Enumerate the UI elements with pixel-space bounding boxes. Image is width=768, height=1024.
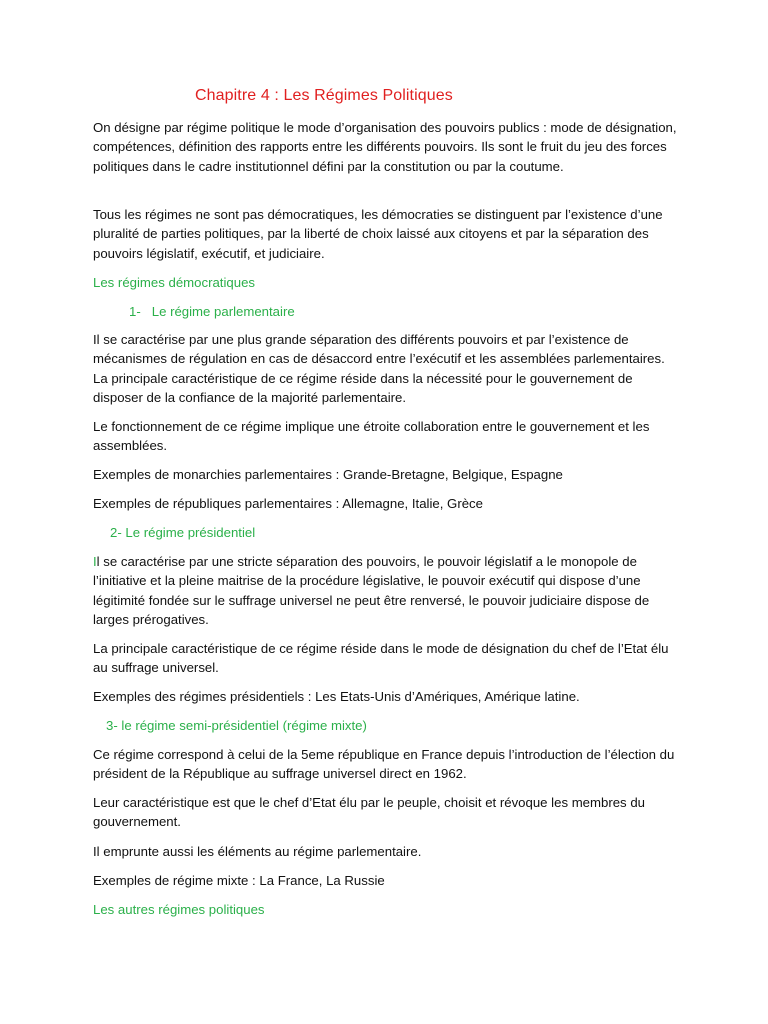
heading-democratic-regimes: Les régimes démocratiques (93, 275, 255, 290)
presidential-paragraph-1-text: l se caractérise par une stricte séparation des pouvoirs, le pouvoir législatif a le monopole de l’initiative et la pleine maitrise de la procédure législative, le pouvoir exécutif qui dispose d’une légitimité fondée sur le suffrage universel ne peut être renversé, le pouvoir judiciaire dispose de larges prérogatives. (93, 554, 650, 628)
mixed-paragraph-2: Leur caractéristique est que le chef d’Etat élu par le peuple, choisit et révoque les membres du gouvernement. (93, 795, 645, 830)
parliamentary-paragraph-1: Il se caractérise par une plus grande séparation des différents pouvoirs et par l’existence de mécanismes de régulation en cas de désaccord entre l’exécutif et les assemblées parlementaires. La principale caractéristique de ce régime réside dans la nécessité pour le gouvernement de disposer de la confiance de la majorité parlementaire. (93, 332, 665, 406)
intro-paragraph-1: On désigne par régime politique le mode d’organisation des pouvoirs publics : mode de désignation, compétences, définition des rapports entre les différents pouvoirs. Ils sont le fruit du jeu des forces politiques dans le cadre institutionnel défini par la constitution ou par la coutume. (93, 120, 677, 174)
parliamentary-republics-examples: Exemples de républiques parlementaires : Allemagne, Italie, Grèce (93, 496, 483, 511)
parliamentary-monarchies-examples: Exemples de monarchies parlementaires : Grande-Bretagne, Belgique, Espagne (93, 467, 563, 482)
presidential-paragraph-2: La principale caractéristique de ce régime réside dans le mode de désignation du chef de l’Etat élu au suffrage universel. (93, 641, 669, 676)
heading-other-regimes: Les autres régimes politiques (93, 902, 265, 917)
subheading-number: 1- (129, 304, 141, 319)
chapter-title: Chapitre 4 : Les Régimes Politiques (195, 87, 453, 104)
subheading-parliamentary (129, 302, 295, 321)
intro-paragraph-2: Tous les régimes ne sont pas démocratiques, les démocraties se distinguent par l’existence d’une pluralité de parties politiques, par la liberté de choix laissé aux citoyens et par la séparation des pouvoirs législatif, exécutif, et judiciaire. (93, 207, 663, 261)
parliamentary-paragraph-2: Le fonctionnement de ce régime implique une étroite collaboration entre le gouvernement et les assemblées. (93, 419, 650, 454)
presidential-paragraph-1 (93, 552, 678, 630)
mixed-paragraph-1: Ce régime correspond à celui de la 5eme république en France depuis l’introduction de l’élection du président de la République au suffrage universel direct en 1962. (93, 747, 675, 782)
mixed-examples: Exemples de régime mixte : La France, La Russie (93, 873, 385, 888)
subheading-semi-presidential: 3- le régime semi-présidentiel (régime mixte) (106, 718, 367, 733)
mixed-paragraph-3: Il emprunte aussi les éléments au régime parlementaire. (93, 844, 422, 859)
subheading-label: Le régime parlementaire (151, 304, 295, 319)
subheading-presidential: 2- Le régime présidentiel (110, 525, 256, 540)
drop-letter: I (93, 554, 97, 569)
presidential-examples: Exemples des régimes présidentiels : Les Etats-Unis d’Amériques, Amérique latine. (93, 689, 580, 704)
